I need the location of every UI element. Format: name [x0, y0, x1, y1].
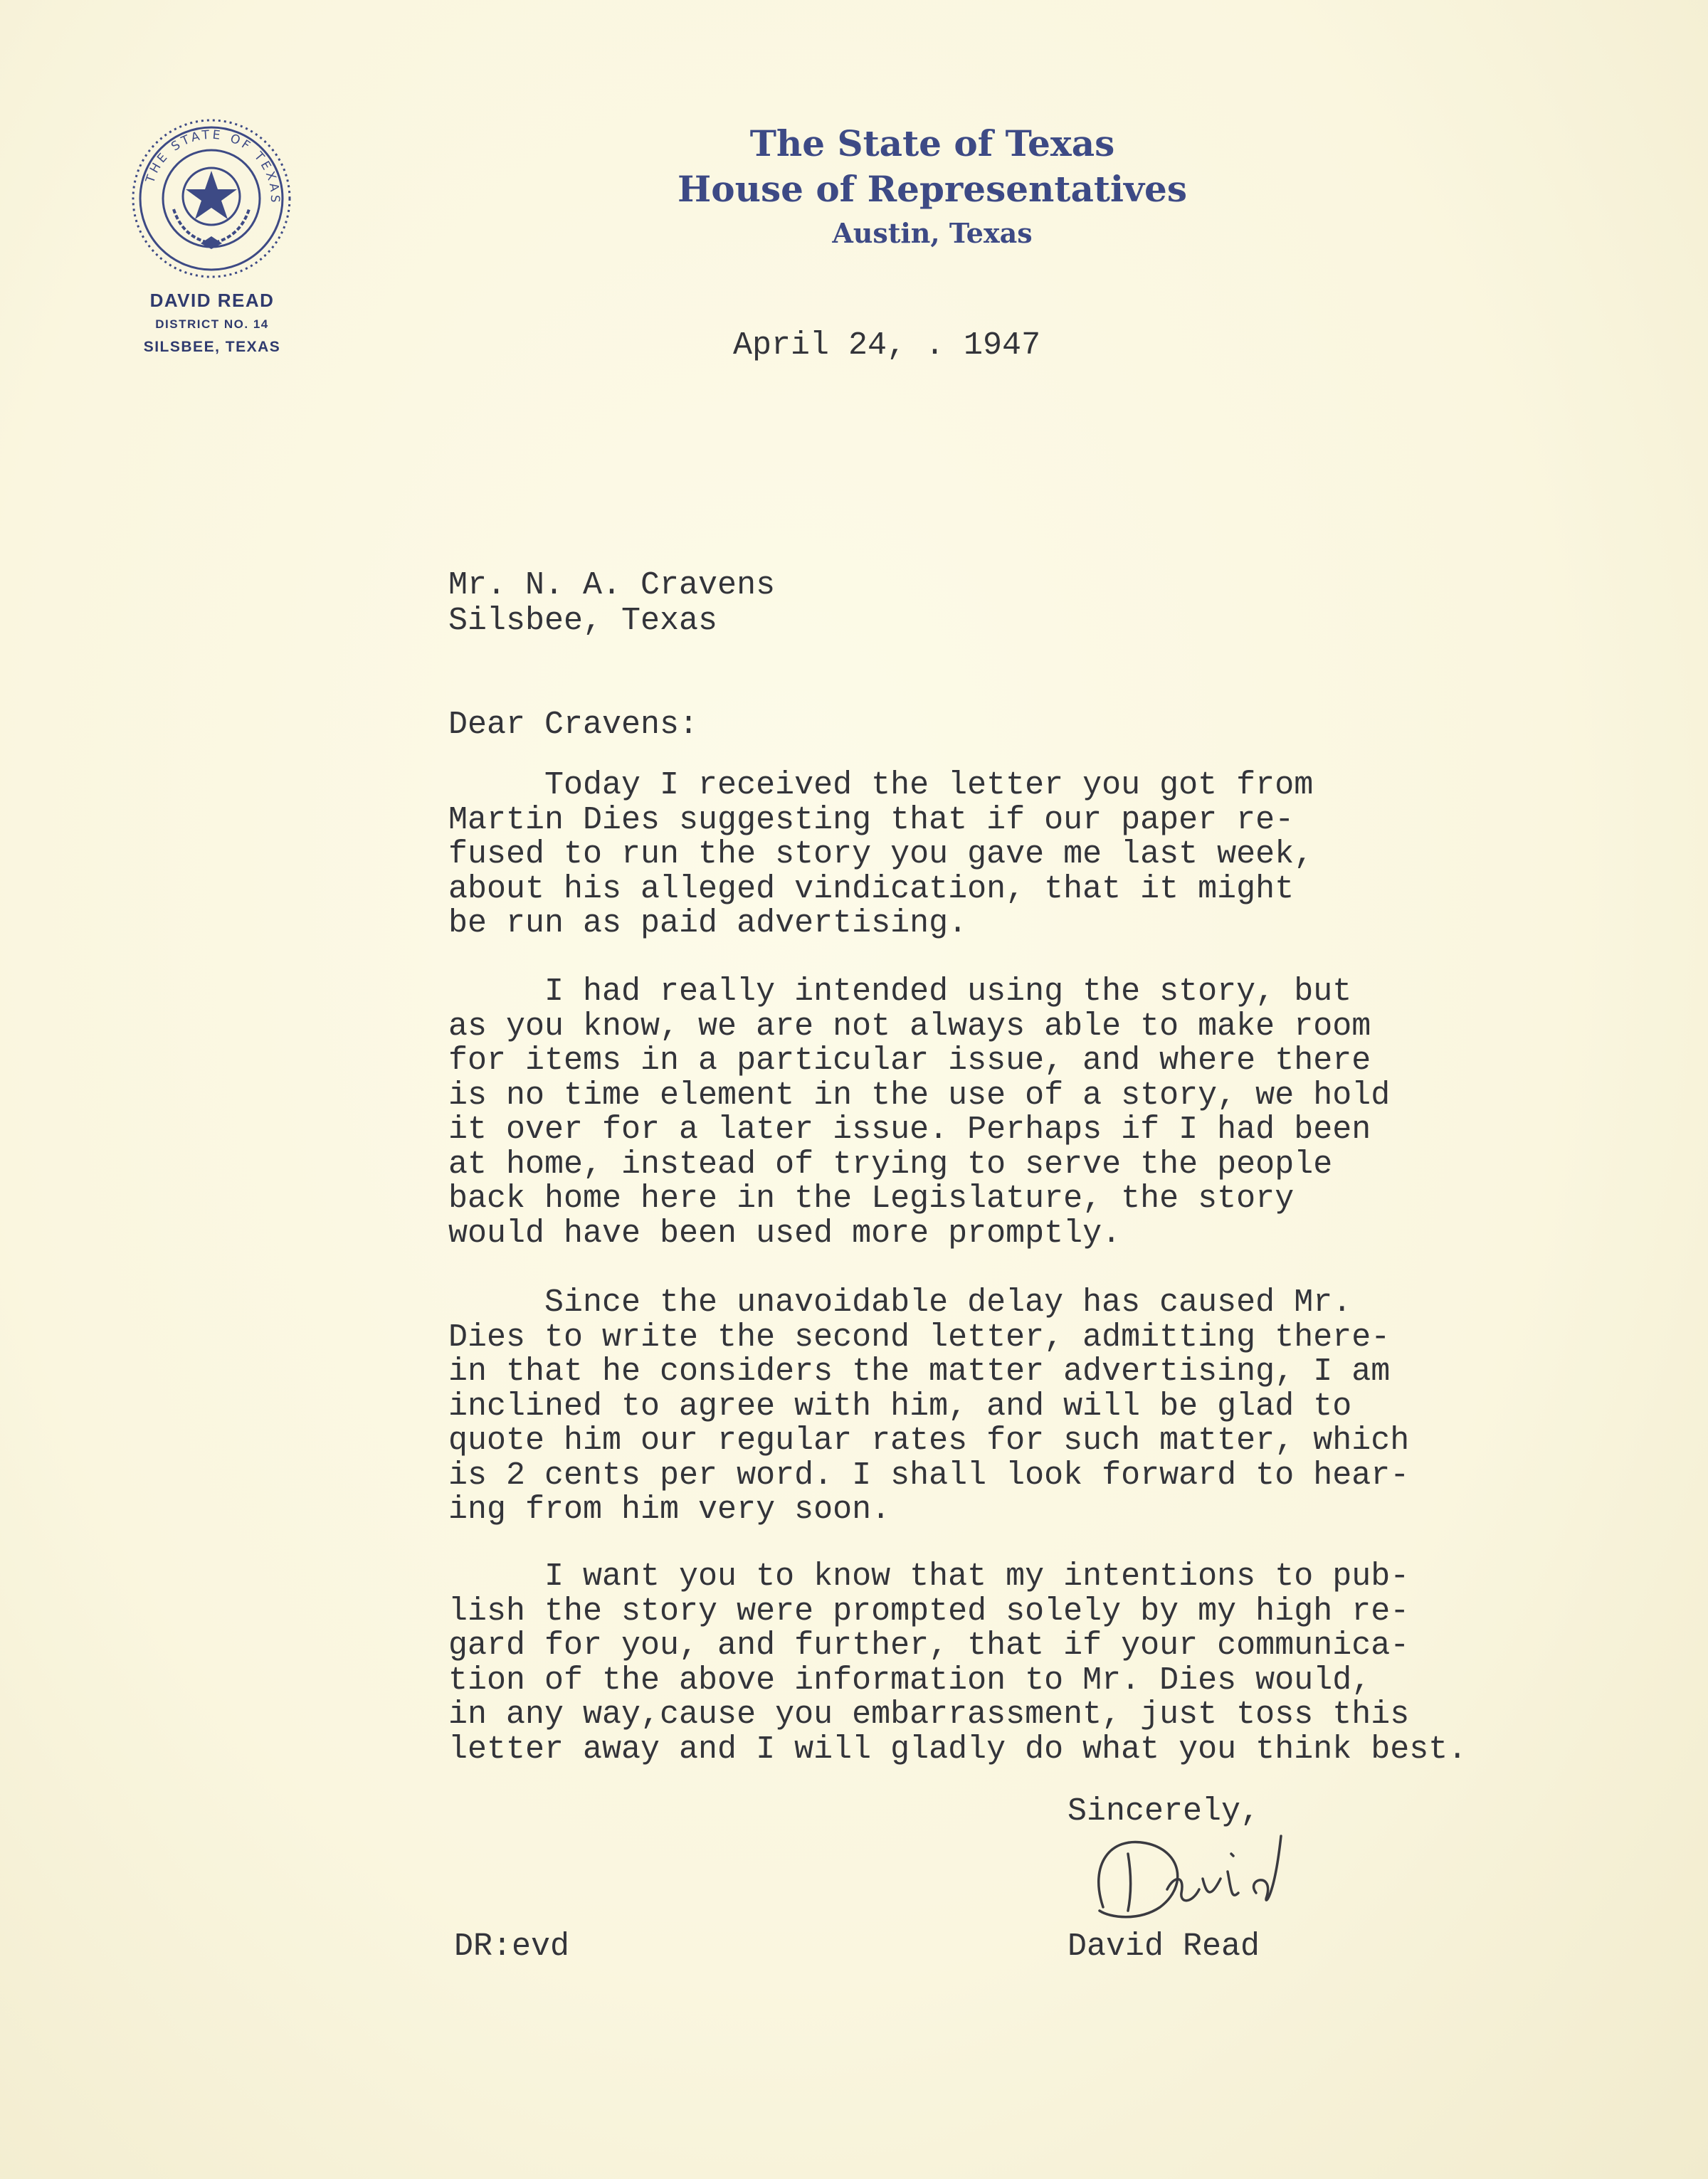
closing: Sincerely, [1068, 1793, 1260, 1830]
body-paragraph: I had really intended using the story, but as you know, we are not always able to make room for items in a particular issue, and where there is no time element in the use of a story, we hold it over for a later issue. Perhaps if I had been at home, instead of trying to serve the people back home here in the Legislature, the story would have been used more promptly. [448, 974, 1391, 1252]
representative-district: DISTRICT NO. 14 [155, 317, 269, 331]
letterhead-city: Austin, Texas [832, 217, 1033, 249]
representative-name: DAVID READ [149, 290, 275, 311]
texas-state-seal-icon [130, 117, 293, 280]
svg-text:THE STATE OF TEXAS: THE STATE OF TEXAS [143, 127, 283, 206]
recipient-name: Mr. N. A. Cravens [448, 567, 776, 603]
recipient-city: Silsbee, Texas [448, 603, 718, 639]
representative-block [100, 287, 325, 359]
reference-initials: DR:evd [454, 1929, 570, 1965]
recipient-address [448, 568, 775, 639]
handwritten-signature [1060, 1822, 1317, 1929]
representative-city: SILSBEE, TEXAS [143, 339, 281, 355]
letterhead-house: House of Representatives [678, 168, 1187, 210]
letter-date: April 24, . 1947 [733, 327, 1041, 364]
letterhead-state: The State of Texas [749, 122, 1115, 164]
body-paragraph: Today I received the letter you got from Martin Dies suggesting that if our paper re- fused to run the story you gave me last week, about his alleged vindication, that it might be run as paid advertising. [448, 767, 1314, 941]
letterhead [562, 121, 1302, 255]
salutation: Dear Cravens: [448, 707, 699, 743]
body-paragraph: I want you to know that my intentions to pub- lish the story were prompted solely by my high re- gard for you, and further, that if your communica- tion of the above information to Mr. Dies would, in any way,cause you embarrassment, just toss this letter away and I will gladly do what you think best. [448, 1558, 1467, 1768]
body-paragraph: Since the unavoidable delay has caused Mr. Dies to write the second letter, admitting there- in that he considers the matter advertising, I am inclined to agree with him, and will be glad to quote him our regular rates for such matter, which is 2 cents per word. I shall look forward to hear- ing from him very soon. [448, 1284, 1410, 1528]
signer-name: David Read [1068, 1929, 1260, 1965]
